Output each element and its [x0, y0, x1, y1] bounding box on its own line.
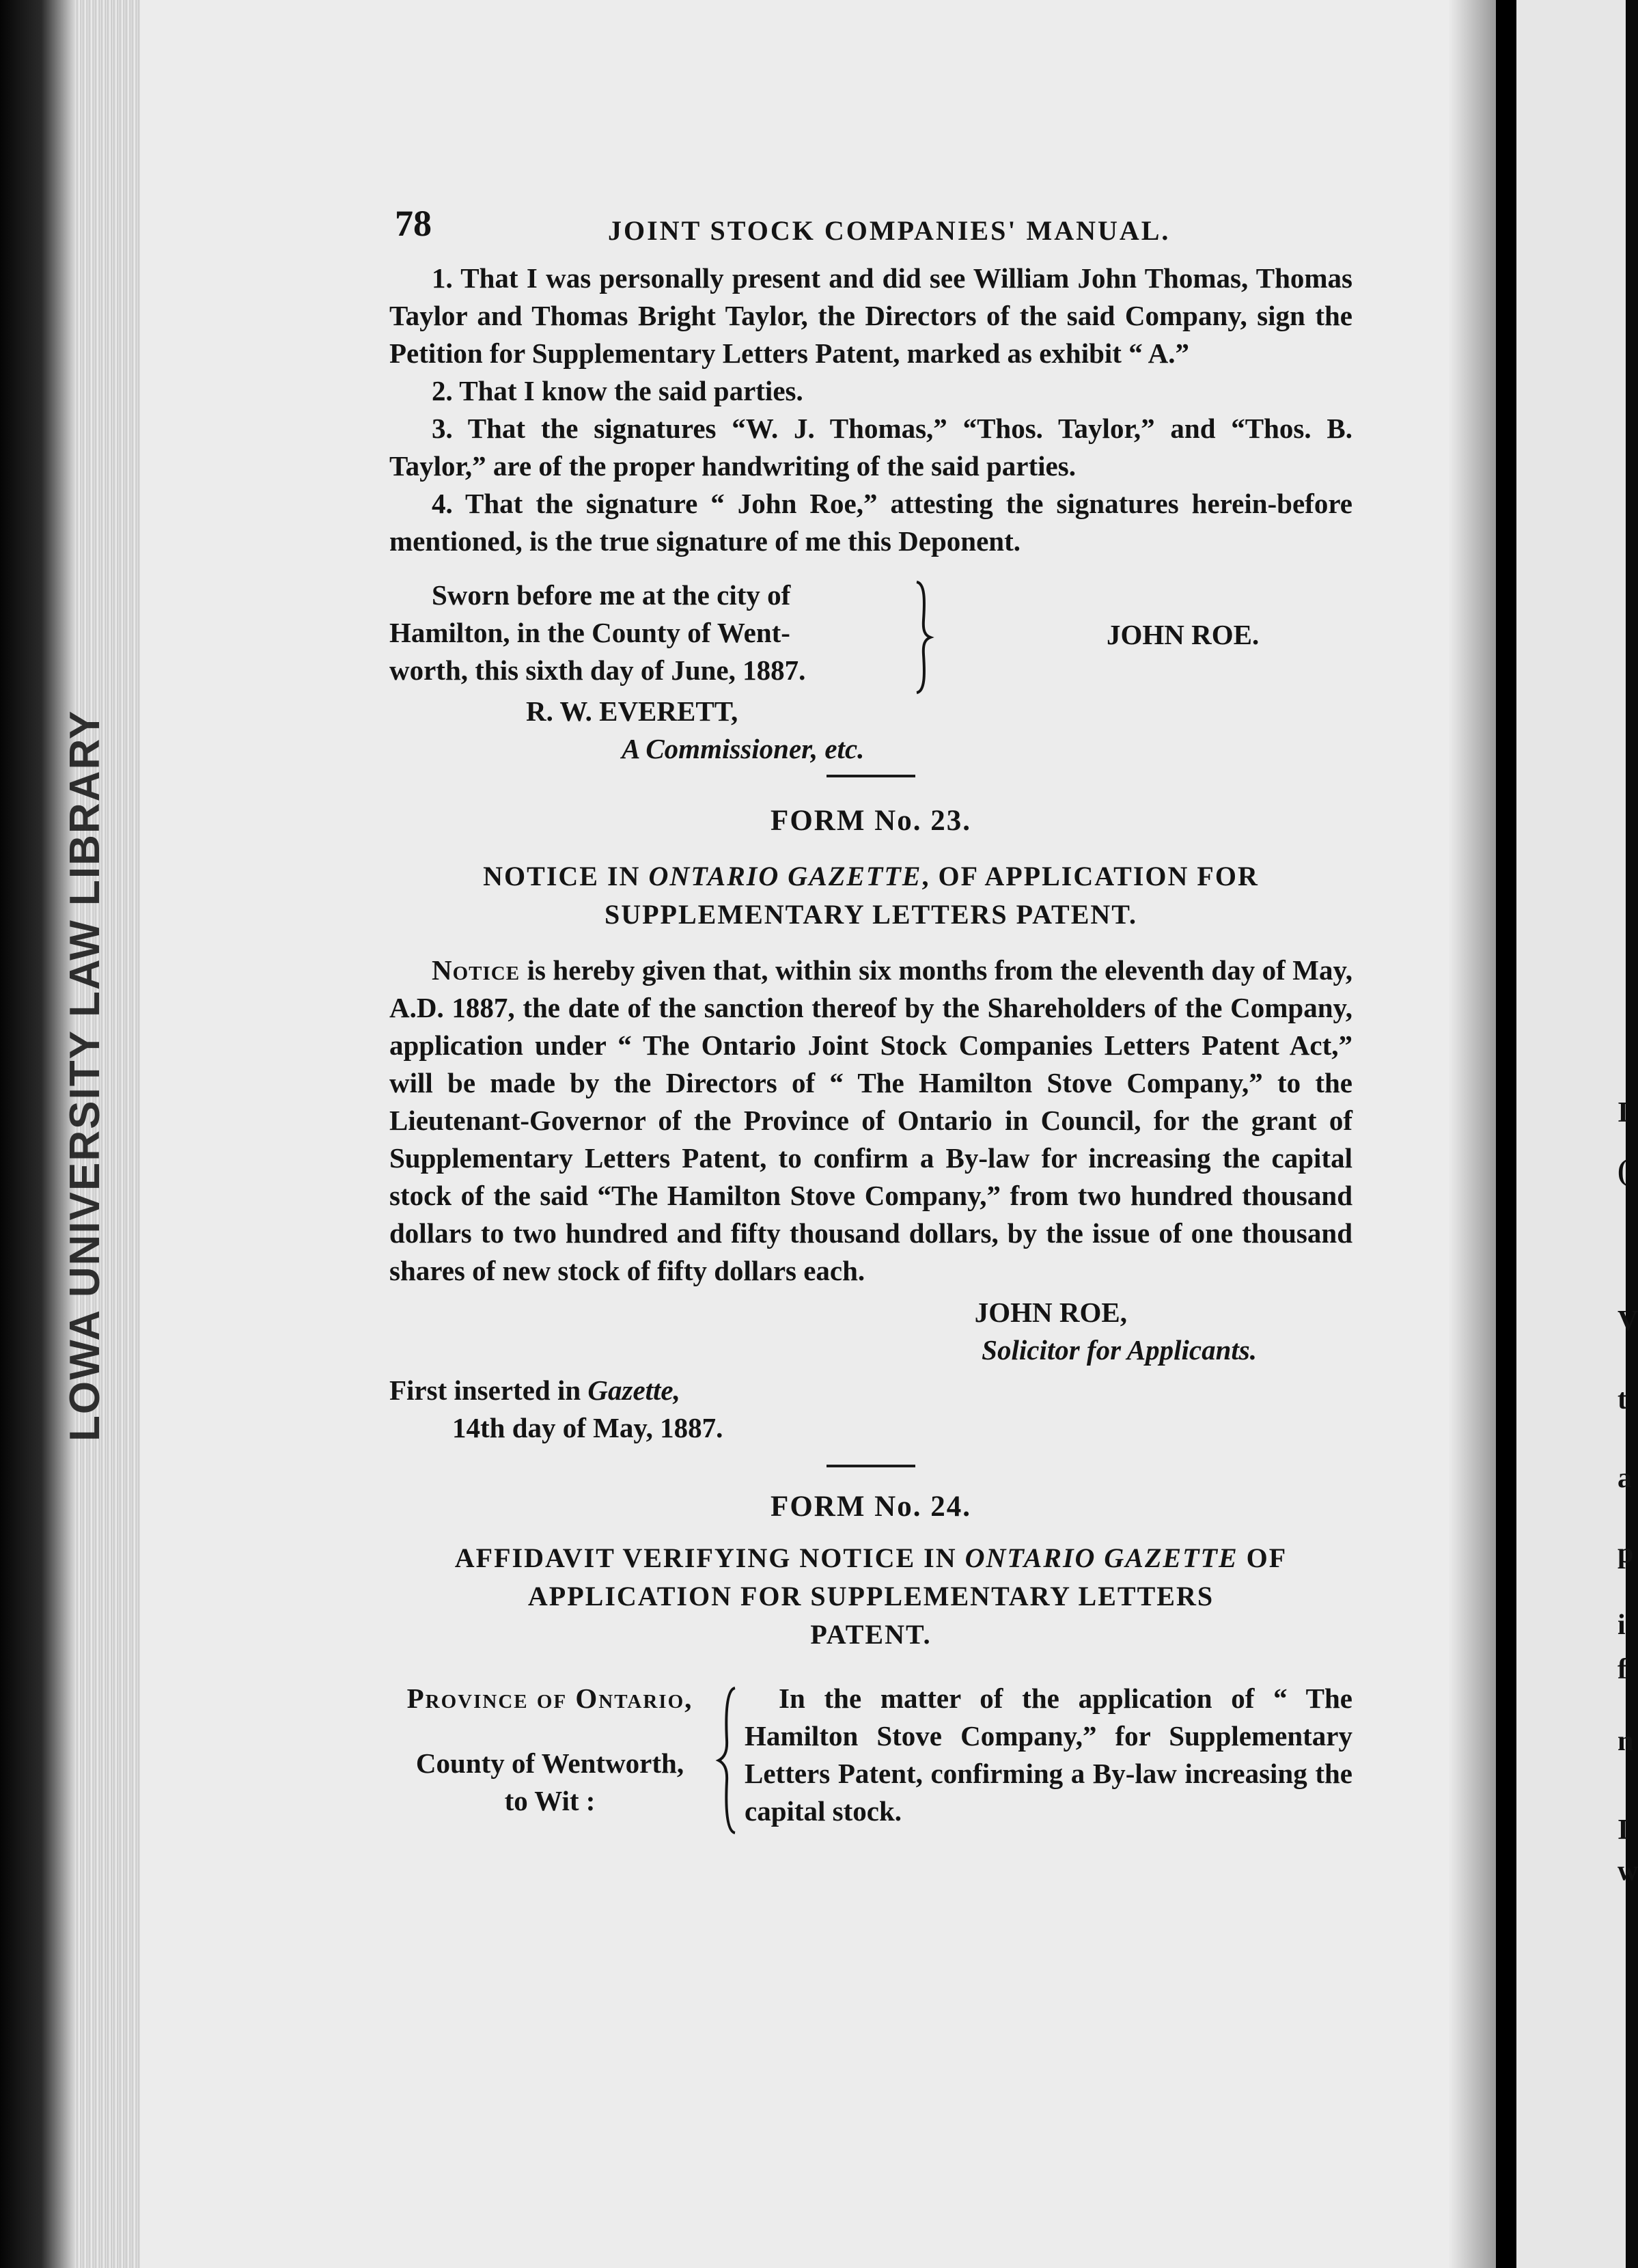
affidavit-item: 2. That I know the said parties.: [432, 375, 803, 406]
jurat-block: [389, 577, 1352, 764]
running-title: JOINT STOCK COMPANIES' MANUAL.: [608, 215, 1171, 246]
page-shadow: [1448, 0, 1496, 2268]
jurat-line: Hamilton, in the County of Went-: [389, 617, 790, 648]
affidavit-item: 1. That I was personally present and did see William John Thomas, Thomas Taylor and Thomas Bright Taylor, the Directors of the said Company, sign the Petition for Supplementary Letters Patent, marked as exhibit “ A.”: [389, 262, 1352, 369]
insertion-italic: Gazette,: [587, 1374, 680, 1406]
form-23-heading: [389, 857, 1352, 934]
insertion-text: First inserted in: [389, 1374, 588, 1406]
notice-text: is hereby given that, within six months from the eleventh day of May, A.D. 1887, the date of the sanction thereof by the Shareholders of the Company, application under “ The Ontario Joint Stock Companies Letters Patent Act,” will be made by the Directors of “ The Hamilton Stove Company,” to the Lieutenant-Governor of the Province of Ontario in Council, for the grant of Supplementary Letters Patent, to confirm a By-law for increasing the capital stock of the said “The Hamilton Stove Company,” from two hundred thousand dollars to two hundred and fifty thousand dollars, by the issue of one thousand shares of new stock of fifty dollars each.: [389, 954, 1352, 1286]
page-content: [389, 205, 1352, 1857]
heading-line: PATENT.: [810, 1619, 932, 1650]
facing-letter: t: [1618, 1384, 1627, 1415]
jurat-line: worth, this sixth day of June, 1887.: [389, 654, 806, 686]
section-divider: [827, 1465, 915, 1467]
heading-line: APPLICATION FOR SUPPLEMENTARY LETTERS: [527, 1581, 1214, 1612]
left-brace-icon: [716, 1685, 739, 1836]
venue-province: Province of Ontario,: [406, 1683, 693, 1714]
right-brace-icon: [914, 579, 932, 695]
venue-county: County of Wentworth,: [415, 1747, 684, 1779]
heading-text: AFFIDAVIT VERIFYING NOTICE IN: [454, 1543, 965, 1573]
facing-letter: p: [1618, 1538, 1634, 1569]
deponent-name: JOHN ROE.: [1107, 619, 1260, 650]
heading-line: SUPPLEMENTARY LETTERS PATENT.: [604, 899, 1138, 930]
page-number: 78: [395, 203, 432, 244]
form-24-heading: [389, 1539, 1352, 1654]
commissioner-title: A Commissioner, etc.: [622, 733, 865, 764]
facing-letter: I: [1618, 1814, 1629, 1846]
facing-letter: a: [1618, 1463, 1632, 1494]
heading-italic: ONTARIO GAZETTE: [648, 861, 922, 891]
jurat-line: Sworn before me at the city of: [432, 579, 791, 611]
facing-letter: V: [1618, 1305, 1638, 1337]
form-24-title: FORM No. 24.: [771, 1491, 971, 1523]
venue: [389, 1680, 710, 1820]
notice-body: [389, 952, 1352, 1290]
solicitor-role: Solicitor for Applicants.: [982, 1334, 1257, 1366]
edge-stamp-text: LOWA UNIVERSITY LAW LIBRARY: [61, 709, 109, 1441]
book-gutter: [1496, 0, 1516, 2268]
facing-letter: I: [1618, 1097, 1629, 1129]
facing-letter: f: [1618, 1654, 1627, 1685]
commissioner-name: R. W. EVERETT,: [526, 695, 738, 727]
affidavit-item: 3. That the signatures “W. J. Thomas,” “Thos. Taylor,” and “Thos. B. Taylor,” are of the proper handwriting of the said parties.: [389, 413, 1352, 482]
facing-letter: i: [1618, 1609, 1626, 1641]
heading-italic: ONTARIO GAZETTE: [964, 1543, 1238, 1573]
affidavit-item: 4. That the signature “ John Roe,” attesting the signatures herein-before mentioned, is the true signature of me this Deponent.: [389, 488, 1352, 557]
venue-block: [389, 1680, 1352, 1857]
form-23-title: FORM No. 23.: [771, 805, 971, 837]
facing-page-edge: [1516, 0, 1638, 2268]
facing-letter: n: [1618, 1726, 1634, 1757]
heading-text: , OF APPLICATION FOR: [921, 861, 1259, 891]
heading-text: OF: [1238, 1543, 1288, 1573]
solicitor-name: JOHN ROE,: [974, 1297, 1127, 1328]
facing-letter: w: [1618, 1855, 1638, 1887]
insertion-date: 14th day of May, 1887.: [452, 1412, 723, 1443]
running-head: [389, 205, 1352, 260]
matter-description: In the matter of the application of “ The Hamilton Stove Company,” for Supplementary Letters Patent, confirming a By-law increasing the capital stock.: [745, 1683, 1352, 1827]
section-divider: [827, 775, 915, 777]
jurat-text: [389, 577, 908, 689]
heading-text: NOTICE IN: [483, 861, 649, 891]
venue-wit: to Wit :: [504, 1785, 596, 1816]
notice-lead-word: Notice: [432, 954, 520, 986]
insertion-note: [389, 1372, 1352, 1447]
facing-letter: (: [1618, 1155, 1627, 1187]
